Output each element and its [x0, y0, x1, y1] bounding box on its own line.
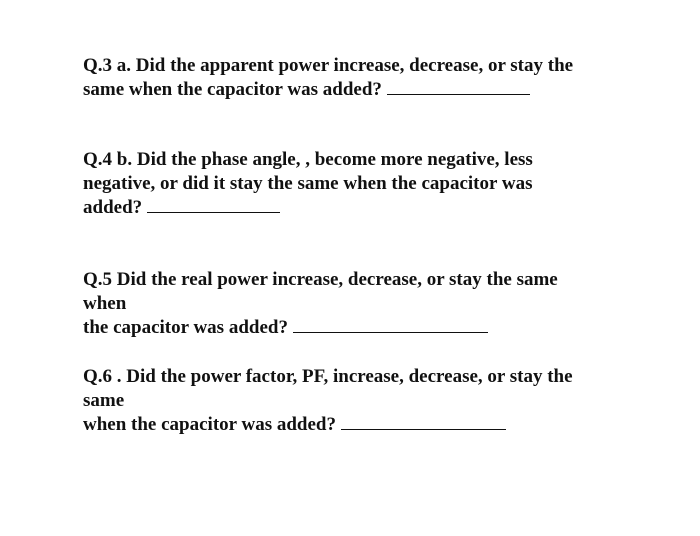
question-5-line-1: Q.5 Did the real power increase, decrease, or stay the same — [83, 269, 558, 290]
question-3-line-2-row — [83, 78, 643, 102]
question-5-line-3-row — [83, 316, 643, 340]
question-4 — [83, 148, 643, 220]
answer-blank-q6[interactable] — [341, 414, 506, 430]
question-6 — [83, 365, 643, 437]
question-3-line-2: same when the capacitor was added? — [83, 79, 382, 100]
question-3 — [83, 54, 643, 102]
question-4-line-1: Q.4 b. Did the phase angle, , become more negative, less — [83, 149, 533, 170]
question-5-line-3: the capacitor was added? — [83, 317, 288, 338]
answer-blank-q5[interactable] — [293, 317, 488, 333]
question-6-line-1: Q.6 . Did the power factor, PF, increase, decrease, or stay the — [83, 366, 573, 387]
answer-blank-q3[interactable] — [387, 79, 530, 95]
question-6-line-3: when the capacitor was added? — [83, 414, 336, 435]
question-4-line-3: added? — [83, 197, 143, 218]
question-5-line-2: when — [83, 293, 127, 314]
question-4-line-2: negative, or did it stay the same when the capacitor was — [83, 173, 533, 194]
answer-blank-q4[interactable] — [147, 197, 280, 213]
question-4-line-3-row — [83, 196, 643, 220]
question-6-line-3-row — [83, 413, 643, 437]
question-5 — [83, 268, 643, 340]
question-3-line-1: Q.3 a. Did the apparent power increase, decrease, or stay the — [83, 55, 574, 76]
question-6-line-2: same — [83, 390, 125, 411]
